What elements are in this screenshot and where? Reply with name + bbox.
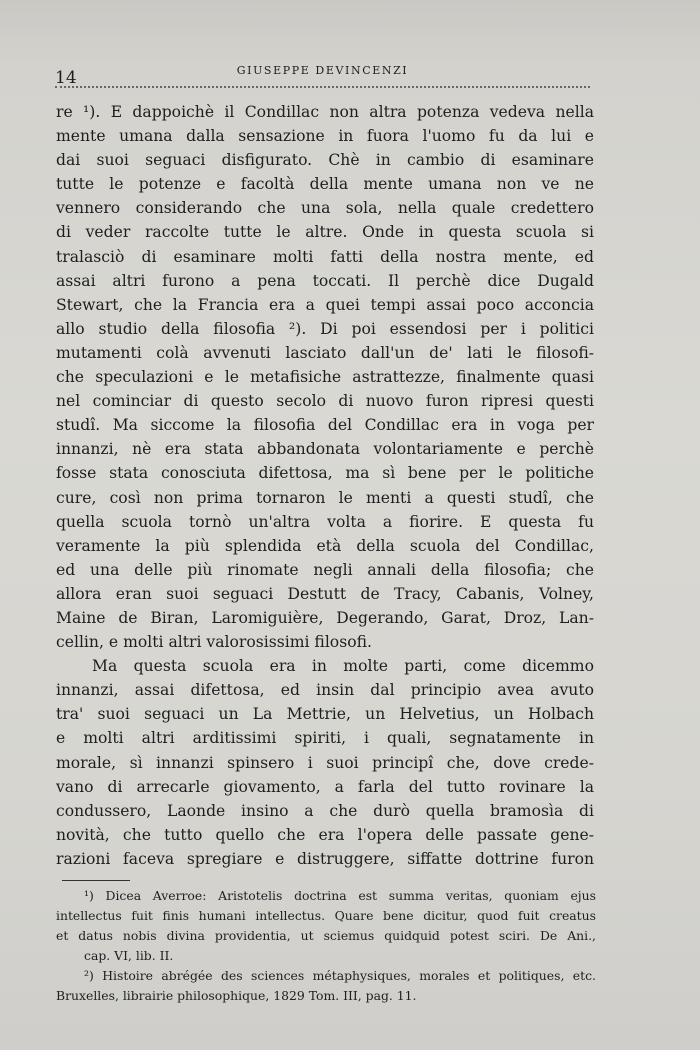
running-head: GIUSEPPE DEVINCENZI <box>236 64 409 77</box>
text-line: re ¹). E dappoichè il Condillac non altra potenza vedeva nella <box>56 103 594 121</box>
text-line: innanzi, assai difettosa, ed insin dal principio avea avuto <box>56 681 594 700</box>
text-line: quella scuola tornò un'altra volta a fiorire. E questa fu <box>56 512 594 531</box>
footnote-rule <box>62 880 130 881</box>
text-line: condussero, Laonde insino a che durò quella bramosìa di <box>56 801 594 820</box>
page-number: 14 <box>55 68 77 88</box>
text-line: fosse stata conosciuta difettosa, ma sì bene per le politiche <box>56 464 594 483</box>
text-line: tralasciò di esaminare molti fatti della nostra mente, ed <box>56 247 594 266</box>
body-text <box>56 100 594 871</box>
text-line: di veder raccolte tutte le altre. Onde in questa scuola si <box>56 223 594 242</box>
text-line: vennero considerando che una sola, nella quale credettero <box>56 199 594 218</box>
footnote-line: et datus nobis divina providentia, ut sciemus quidquid potest sciri. De Ani., <box>56 928 596 943</box>
footnote-line: ²) Histoire abrégée des sciences métaphysiques, morales et politiques, etc. <box>84 968 596 983</box>
footnotes <box>56 886 596 1006</box>
text-line: tutte le potenze e facoltà della mente umana non ve ne <box>56 175 594 194</box>
footnote-line: ¹) Dicea Averroe: Aristotelis doctrina est summa veritas, quoniam ejus <box>84 888 596 903</box>
footnote-line: Bruxelles, librairie philosophique, 1829 Tom. III, pag. 11. <box>56 988 417 1003</box>
text-line: dai suoi seguaci disfigurato. Chè in cambio di esaminare <box>56 151 594 170</box>
text-line: che speculazioni e le metafisiche astrattezze, finalmente quasi <box>56 368 594 387</box>
page-header <box>55 62 590 88</box>
text-line: veramente la più splendida età della scuola del Condillac, <box>56 536 594 555</box>
text-line: e molti altri arditissimi spiriti, i quali, segnatamente in <box>56 729 594 748</box>
text-line: cure, così non prima tornaron le menti a questi studî, che <box>56 488 594 507</box>
text-line: tra' suoi seguaci un La Mettrie, un Helvetius, un Holbach <box>56 705 594 724</box>
text-line: ed una delle più rinomate negli annali della filosofia; che <box>56 560 594 579</box>
text-line: vano di arrecarle giovamento, a farla del tutto rovinare la <box>56 777 594 796</box>
text-line-paragraph-start: Ma questa scuola era in molte parti, come dicemmo <box>92 657 594 676</box>
text-line: mente umana dalla sensazione in fuora l'uomo fu da lui e <box>56 127 594 146</box>
text-line: allora eran suoi seguaci Destutt de Tracy, Cabanis, Volney, <box>56 584 594 603</box>
text-line: razioni faceva spregiare e distruggere, siffatte dottrine furon <box>56 849 594 868</box>
footnote-line: intellectus fuit finis humani intellectus. Quare bene dicitur, quod fuit creatus <box>56 908 596 923</box>
text-line: studî. Ma siccome la filosofia del Condillac era in voga per <box>56 416 594 435</box>
text-line: nel cominciar di questo secolo di nuovo furon ripresi questi <box>56 392 594 411</box>
text-line: innanzi, nè era stata abbandonata volontariamente e perchè <box>56 440 594 459</box>
text-line: Maine de Biran, Laromiguière, Degerando, Garat, Droz, Lan- <box>56 608 594 627</box>
text-line: novità, che tutto quello che era l'opera delle passate gene- <box>56 825 594 844</box>
footnote-line: cap. VI, lib. II. <box>84 948 174 963</box>
text-line-paragraph-end: cellin, e molti altri valorosissimi filosofi. <box>56 633 372 652</box>
text-line: morale, sì innanzi spinsero i suoi principî che, dove crede- <box>56 753 594 772</box>
text-line: allo studio della filosofia ²). Di poi essendosi per i politici <box>56 319 594 338</box>
text-line: Stewart, che la Francia era a quei tempi assai poco acconcia <box>56 295 594 314</box>
text-line: mutamenti colà avvenuti lasciato dall'un de' lati le filosofi- <box>56 343 594 362</box>
text-line: assai altri furono a pena toccati. Il perchè dice Dugald <box>56 271 594 290</box>
